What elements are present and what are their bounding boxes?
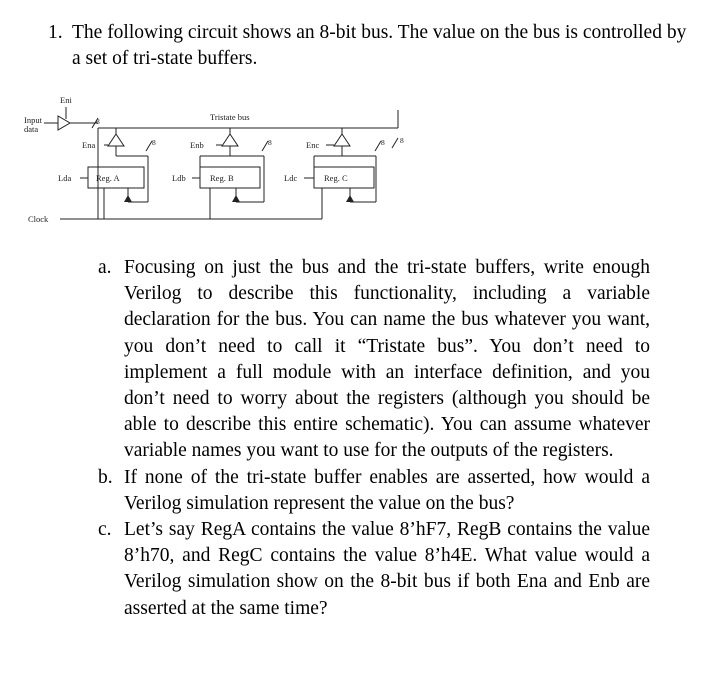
label-width-c: 8	[381, 138, 385, 147]
question-parts	[98, 255, 650, 622]
part-a	[98, 255, 650, 465]
label-reg-a: Reg. A	[96, 173, 120, 183]
label-data: data	[24, 124, 39, 134]
label-ldb: Ldb	[172, 173, 186, 183]
label-ena: Ena	[82, 140, 96, 150]
tristate-buffer-a	[108, 134, 124, 146]
circuit-diagram	[0, 88, 420, 238]
label-enc: Enc	[306, 140, 320, 150]
part-text: Let’s say RegA contains the value 8’hF7, RegB contains the value 8’h70, and RegC contains the value 8’h4E. What value would a Verilog simulation show on the 8-bit bus if both Ena and Enb are asserted at the same time?	[124, 519, 650, 619]
label-input: Input	[24, 115, 42, 125]
label-reg-c: Reg. C	[324, 173, 348, 183]
label-tristate-bus: Tristate bus	[210, 112, 250, 122]
part-label: a.	[98, 257, 112, 278]
label-width-bus: 8	[400, 136, 404, 145]
part-text: Focusing on just the bus and the tri-state buffers, write enough Verilog to describe this functionality, including a variable declaration for the bus. You can name the bus whatever you want, you don’t need to call it “Tristate bus”. You don’t need to implement a full module with an interface definition, and you don’t need to worry about the registers (although you should be able to describe this entire schematic). You can assume whatever variable names you want to use for the outputs of the registers.	[124, 257, 650, 462]
label-ldc: Ldc	[284, 173, 298, 183]
label-reg-b: Reg. B	[210, 173, 234, 183]
label-lda: Lda	[58, 173, 72, 183]
tristate-buffer-b	[222, 134, 238, 146]
part-text: If none of the tri-state buffer enables are asserted, how would a Verilog simulation represent the value on the bus?	[124, 466, 650, 514]
label-width-input: 8	[96, 117, 100, 126]
part-label: c.	[98, 519, 112, 541]
part-c	[98, 517, 650, 622]
question-heading	[48, 20, 688, 72]
label-clock: Clock	[28, 214, 49, 224]
label-enb: Enb	[190, 140, 204, 150]
label-width-a: 8	[152, 138, 156, 147]
part-b	[98, 465, 650, 517]
part-label: b.	[98, 466, 113, 488]
input-buffer	[58, 116, 70, 130]
question-text: The following circuit shows an 8-bit bus. The value on the bus is controlled by a set of tri-state buffers.	[72, 22, 687, 69]
question-number: 1.	[48, 22, 63, 43]
label-eni: Eni	[60, 95, 72, 105]
tristate-buffer-c	[334, 134, 350, 146]
label-width-b: 8	[268, 138, 272, 147]
